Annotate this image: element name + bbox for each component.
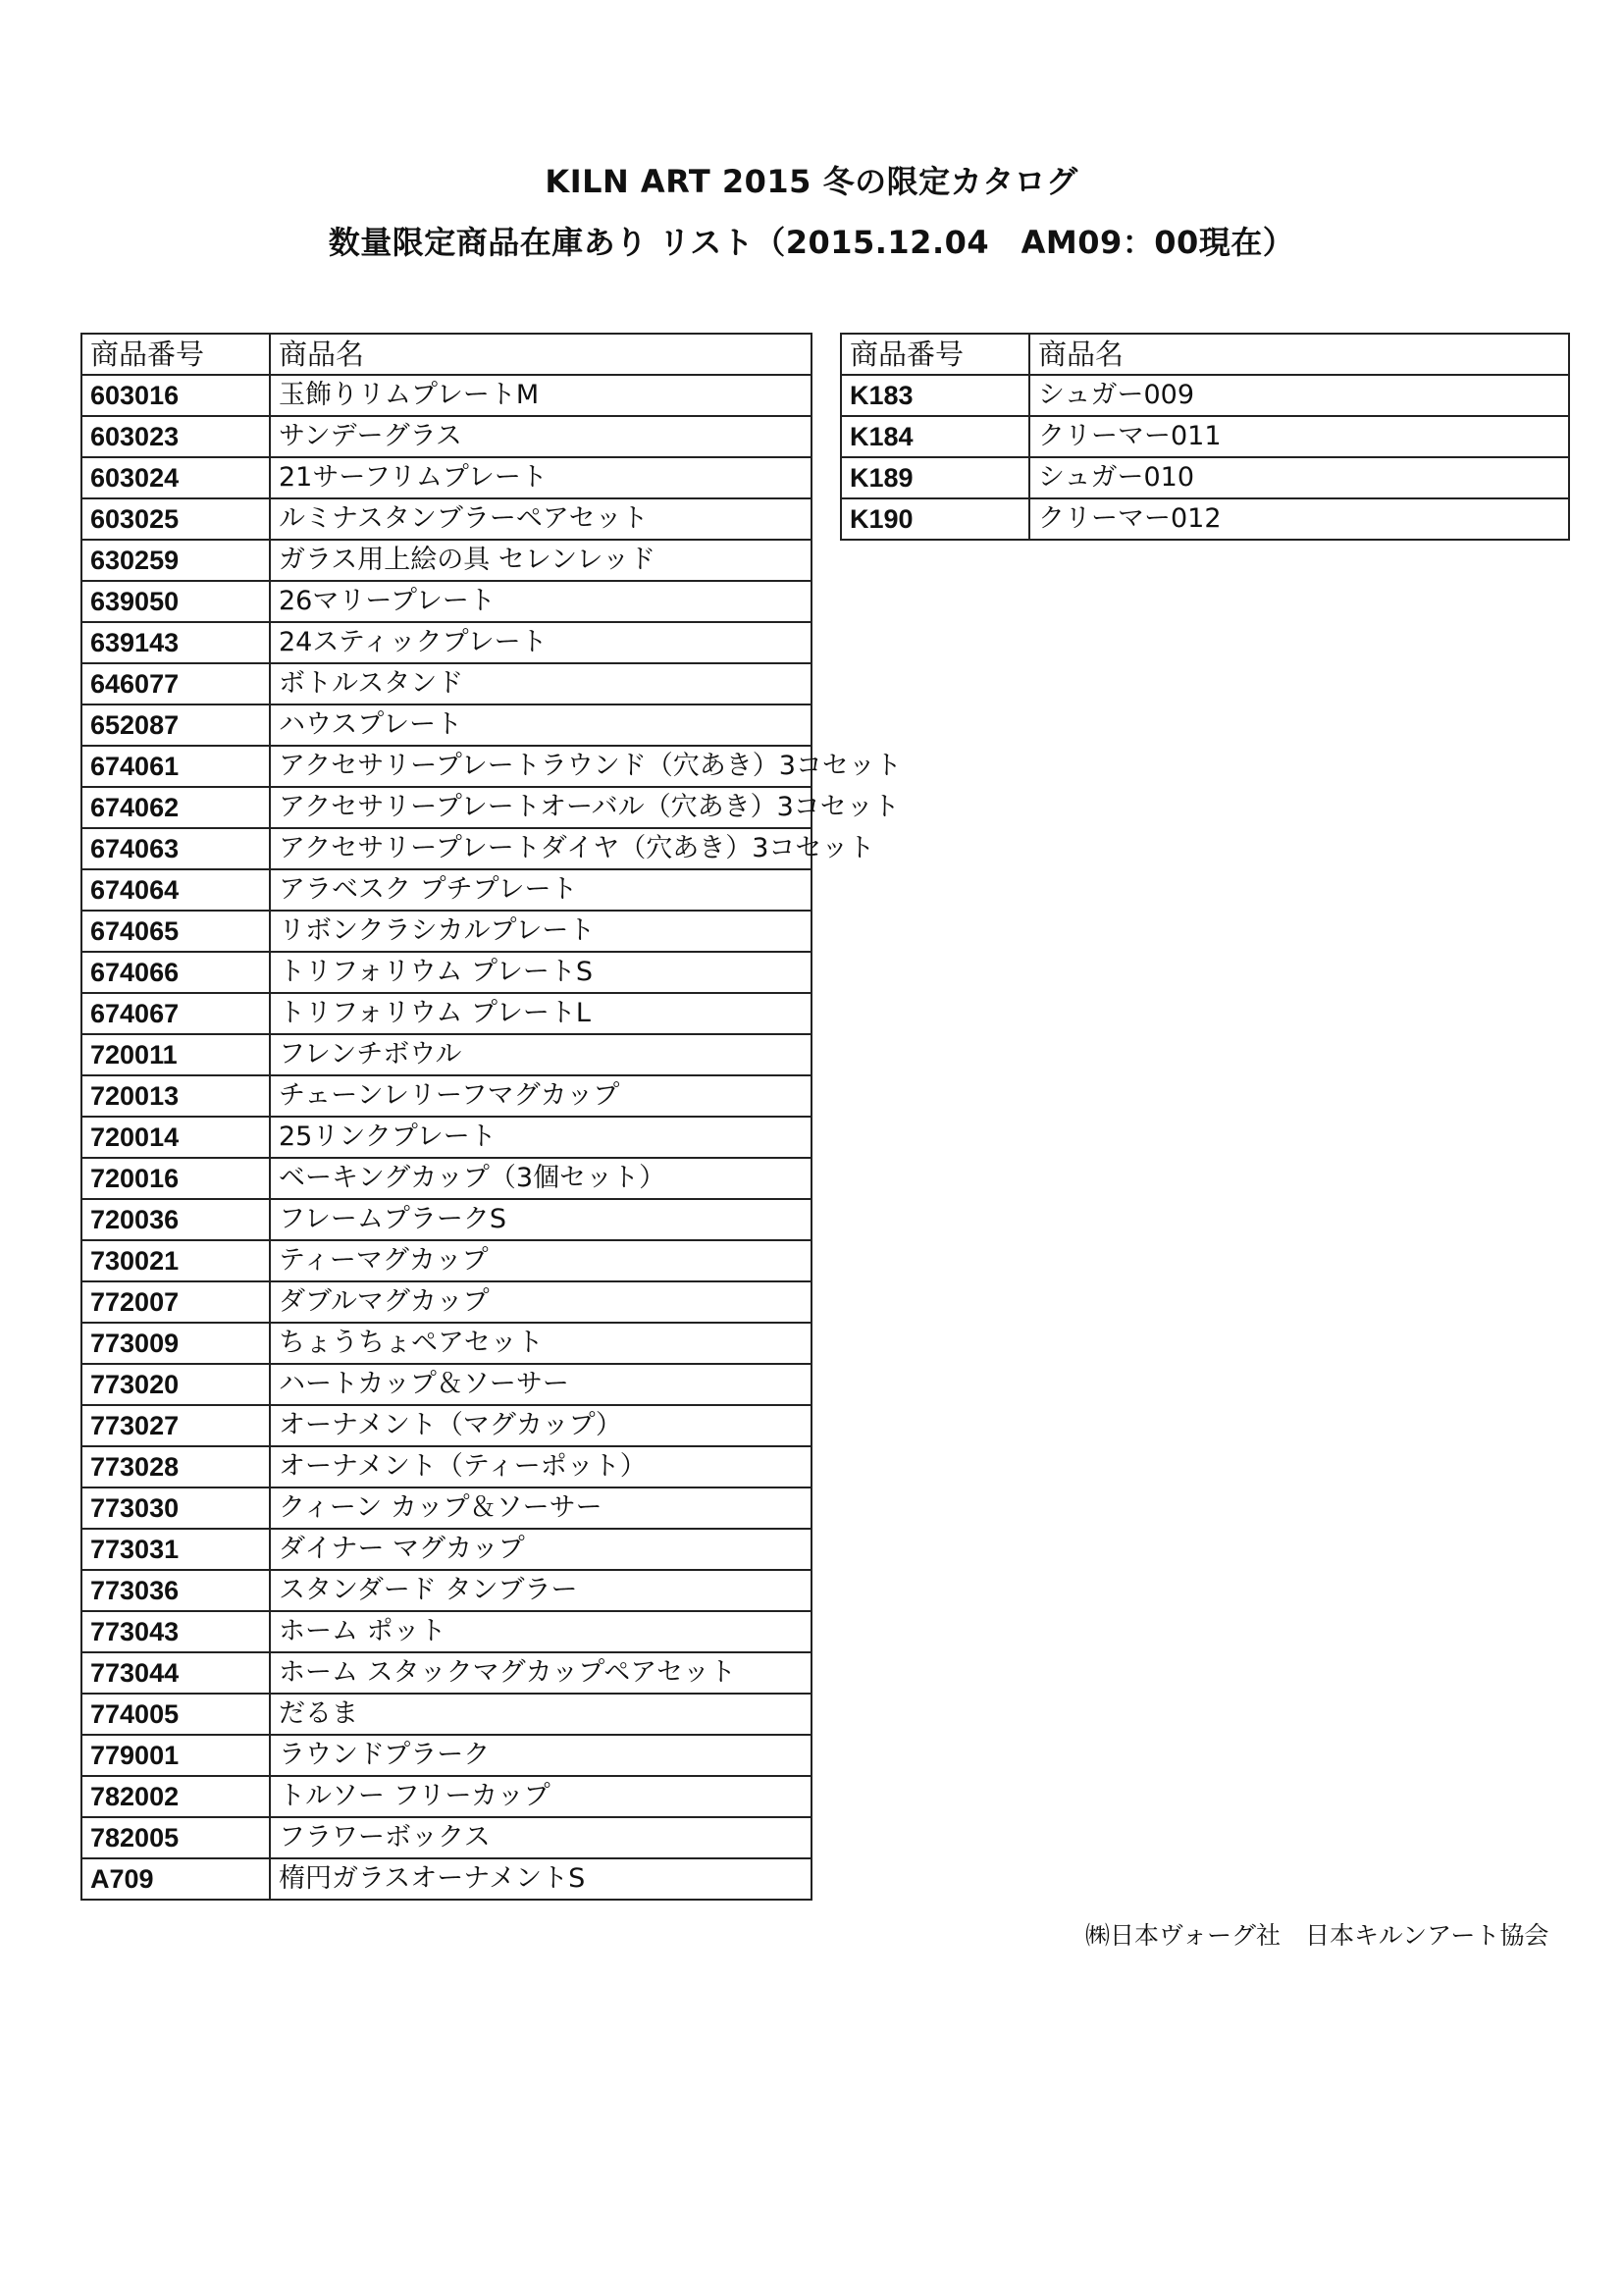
product-name-cell: ルミナスタンブラーペアセット	[270, 498, 812, 540]
product-name-cell: ハートカップ＆ソーサー	[270, 1364, 812, 1405]
product-number-cell: 772007	[81, 1281, 270, 1323]
product-name-cell: ちょうちょペアセット	[270, 1323, 812, 1364]
catalog-title: KILN ART 2015 冬の限定カタログ	[545, 163, 1078, 200]
table-row	[81, 704, 812, 746]
product-name-cell: トルソー フリーカップ	[270, 1776, 812, 1817]
product-name-cell: シュガー009	[1029, 375, 1569, 416]
table-row	[81, 1817, 812, 1858]
product-name-cell: ダイナー マグカップ	[270, 1529, 812, 1570]
product-name-cell: ホーム ポット	[270, 1611, 812, 1652]
product-name-cell: ベーキングカップ（3個セット）	[270, 1158, 812, 1199]
table-row	[81, 540, 812, 581]
product-name-cell: フレンチボウル	[270, 1034, 812, 1075]
product-name-cell: シュガー010	[1029, 457, 1569, 498]
product-number-cell: 720016	[81, 1158, 270, 1199]
product-number-cell: 674063	[81, 828, 270, 869]
product-name-cell: ティーマグカップ	[270, 1240, 812, 1281]
product-number-cell: K183	[841, 375, 1029, 416]
product-name-cell: スタンダード タンブラー	[270, 1570, 812, 1611]
table-row	[81, 1075, 812, 1117]
table-row	[81, 1117, 812, 1158]
product-name-cell: ラウンドプラーク	[270, 1735, 812, 1776]
product-number-cell: K189	[841, 457, 1029, 498]
publisher-credit: ㈱日本ヴォーグ社 日本キルンアート協会	[1085, 1921, 1549, 1950]
product-number-cell: 603023	[81, 416, 270, 457]
table-row	[81, 1034, 812, 1075]
product-name-cell: アラベスク プチプレート	[270, 869, 812, 911]
product-name-cell: アクセサリープレートラウンド（穴あき）3コセット	[270, 746, 812, 787]
product-number-cell: 720011	[81, 1034, 270, 1075]
table-row	[81, 1611, 812, 1652]
table-row	[81, 1652, 812, 1694]
table-row	[81, 1694, 812, 1735]
product-number-cell: 730021	[81, 1240, 270, 1281]
product-name-cell: フラワーボックス	[270, 1817, 812, 1858]
product-number-cell: 773043	[81, 1611, 270, 1652]
product-name-cell: だるま	[270, 1694, 812, 1735]
product-number-cell: 773036	[81, 1570, 270, 1611]
product-number-cell: 674066	[81, 952, 270, 993]
table-row	[841, 416, 1569, 457]
table-row	[81, 1405, 812, 1446]
product-name-cell: 楕円ガラスオーナメントS	[270, 1858, 812, 1900]
product-name-cell: ハウスプレート	[270, 704, 812, 746]
product-number-cell: 674062	[81, 787, 270, 828]
product-name-cell: 21サーフリムプレート	[270, 457, 812, 498]
table-header-row	[841, 334, 1569, 375]
table-row	[841, 375, 1569, 416]
product-number-cell: 674065	[81, 911, 270, 952]
table-row	[81, 993, 812, 1034]
table-row	[81, 869, 812, 911]
table-row	[81, 1776, 812, 1817]
product-name-cell: トリフォリウム プレートL	[270, 993, 812, 1034]
product-number-cell: 674064	[81, 869, 270, 911]
product-name-cell: オーナメント（ティーポット）	[270, 1446, 812, 1487]
product-number-cell: 720036	[81, 1199, 270, 1240]
product-number-cell: A709	[81, 1858, 270, 1900]
table-row	[841, 498, 1569, 540]
table-row	[81, 952, 812, 993]
column-header-product-number: 商品番号	[81, 334, 270, 375]
product-number-cell: 652087	[81, 704, 270, 746]
product-number-cell: 782002	[81, 1776, 270, 1817]
column-header-product-name: 商品名	[1029, 334, 1569, 375]
table-row	[841, 457, 1569, 498]
product-number-cell: 773028	[81, 1446, 270, 1487]
product-name-cell: フレームプラークS	[270, 1199, 812, 1240]
product-name-cell: サンデーグラス	[270, 416, 812, 457]
product-name-cell: ダブルマグカップ	[270, 1281, 812, 1323]
table-row	[81, 622, 812, 663]
product-name-cell: 玉飾りリムプレートM	[270, 375, 812, 416]
product-name-cell: クリーマー012	[1029, 498, 1569, 540]
product-number-cell: 720013	[81, 1075, 270, 1117]
product-name-cell: 26マリープレート	[270, 581, 812, 622]
table-row	[81, 1735, 812, 1776]
table-row	[81, 1858, 812, 1900]
table-row	[81, 498, 812, 540]
product-number-cell: 773030	[81, 1487, 270, 1529]
product-name-cell: ガラス用上絵の具 セレンレッド	[270, 540, 812, 581]
product-number-cell: 603024	[81, 457, 270, 498]
column-header-product-name: 商品名	[270, 334, 812, 375]
product-name-cell: クィーン カップ＆ソーサー	[270, 1487, 812, 1529]
product-name-cell: クリーマー011	[1029, 416, 1569, 457]
table-row	[81, 581, 812, 622]
table-row	[81, 1281, 812, 1323]
product-name-cell: ボトルスタンド	[270, 663, 812, 704]
product-number-cell: 773009	[81, 1323, 270, 1364]
table-row	[81, 787, 812, 828]
table-row	[81, 1570, 812, 1611]
table-row	[81, 457, 812, 498]
product-name-cell: チェーンレリーフマグカップ	[270, 1075, 812, 1117]
table-row	[81, 1364, 812, 1405]
table-row	[81, 911, 812, 952]
product-number-cell: 774005	[81, 1694, 270, 1735]
product-number-cell: 773031	[81, 1529, 270, 1570]
product-name-cell: リボンクラシカルプレート	[270, 911, 812, 952]
product-number-cell: 720014	[81, 1117, 270, 1158]
table-row	[81, 416, 812, 457]
product-name-cell: アクセサリープレートダイヤ（穴あき）3コセット	[270, 828, 812, 869]
list-subtitle: 数量限定商品在庫あり リスト（2015.12.04 AM09：00現在）	[328, 224, 1295, 261]
product-number-cell: 674067	[81, 993, 270, 1034]
stock-table-right	[840, 333, 1570, 541]
product-name-cell: 25リンクプレート	[270, 1117, 812, 1158]
column-header-product-number: 商品番号	[841, 334, 1029, 375]
product-number-cell: 773020	[81, 1364, 270, 1405]
table-row	[81, 828, 812, 869]
product-number-cell: 674061	[81, 746, 270, 787]
product-name-cell: アクセサリープレートオーバル（穴あき）3コセット	[270, 787, 812, 828]
product-name-cell: ホーム スタックマグカップペアセット	[270, 1652, 812, 1694]
stock-table-right-body	[841, 375, 1569, 540]
table-row	[81, 1446, 812, 1487]
table-row	[81, 1529, 812, 1570]
product-number-cell: 603016	[81, 375, 270, 416]
product-number-cell: 639143	[81, 622, 270, 663]
product-name-cell: 24スティックプレート	[270, 622, 812, 663]
table-row	[81, 1487, 812, 1529]
table-row	[81, 1323, 812, 1364]
product-number-cell: 782005	[81, 1817, 270, 1858]
product-number-cell: 646077	[81, 663, 270, 704]
table-row	[81, 1199, 812, 1240]
product-number-cell: 630259	[81, 540, 270, 581]
table-row	[81, 663, 812, 704]
table-row	[81, 375, 812, 416]
table-row	[81, 746, 812, 787]
table-header-row	[81, 334, 812, 375]
product-number-cell: K184	[841, 416, 1029, 457]
product-number-cell: 779001	[81, 1735, 270, 1776]
table-row	[81, 1240, 812, 1281]
table-row	[81, 1158, 812, 1199]
product-number-cell: K190	[841, 498, 1029, 540]
product-number-cell: 603025	[81, 498, 270, 540]
product-name-cell: トリフォリウム プレートS	[270, 952, 812, 993]
product-number-cell: 773027	[81, 1405, 270, 1446]
product-number-cell: 773044	[81, 1652, 270, 1694]
product-name-cell: オーナメント（マグカップ）	[270, 1405, 812, 1446]
product-number-cell: 639050	[81, 581, 270, 622]
